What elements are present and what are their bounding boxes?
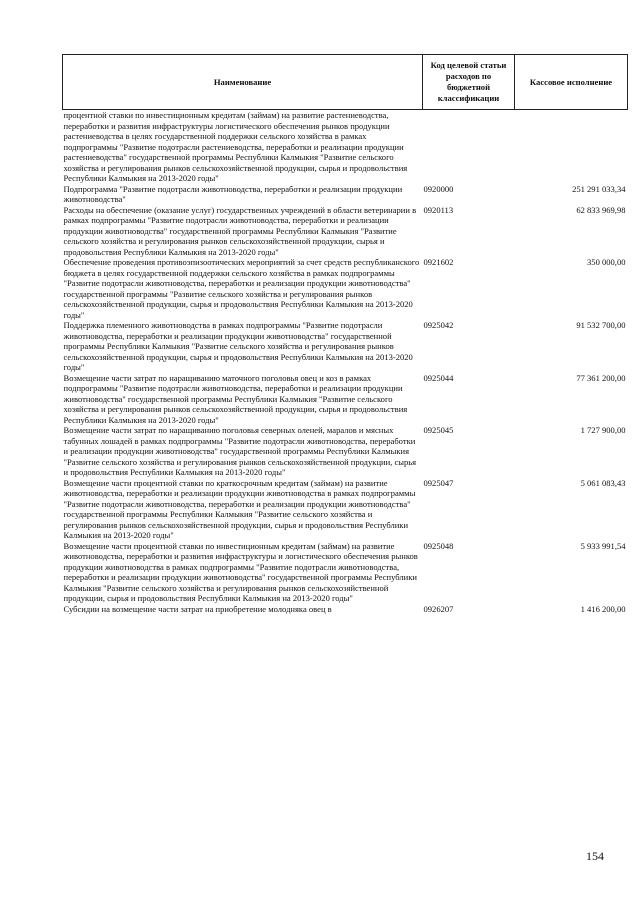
row-code (423, 110, 515, 184)
table-row (63, 604, 628, 615)
row-code: 0921602 (423, 257, 454, 267)
column-header-sum: Кассовое исполнение (515, 55, 628, 110)
row-sum: 91 532 700,00 (576, 320, 626, 330)
column-header-code: Код целевой статьи расходов по бюджетной классификации (423, 55, 515, 110)
row-name: Расходы на обеспечение (оказание услуг) государственных учреждений в области ветеринарии в рамках подпрограммы "Развитие подотрасли животноводства, переработки и реализации продукции животноводства" государственной программы Республики Калмыкия "Развитие сельского хозяйства и регулирования рынков сельскохозяйственной продукции, сырья и продовольствия Республики Калмыкия на 2013-2020 годы" (63, 204, 417, 257)
row-code: 0925044 (423, 372, 454, 383)
row-code: 0925042 (423, 320, 454, 330)
row-name: Субсидии на возмещение части затрат на приобретение молодняка овец в (63, 603, 332, 614)
row-name: Поддержка племенного животноводства в рамках подпрограммы "Развитие подотрасли животноводства, переработки и реализации продукции животноводства" государственной программы Республики Калмыкия "Развитие сельского хозяйства и регулирования рынков сельскохозяйственной продукции, сырья и продовольствия Республики Калмыкия на 2013-2020 годы" (63, 320, 413, 372)
row-sum: 5 061 083,43 (580, 477, 626, 488)
row-sum: 5 933 991,54 (580, 540, 626, 551)
table-row (63, 425, 628, 478)
table-row (63, 257, 628, 320)
row-sum: 1 416 200,00 (580, 603, 626, 614)
table-row (63, 320, 628, 373)
row-sum: 77 361 200,00 (576, 372, 626, 383)
budget-execution-table (62, 54, 628, 614)
table-row (63, 373, 628, 426)
row-code: 0920113 (423, 204, 454, 215)
row-name: Возмещение части процентной ставки по краткосрочным кредитам (займам) на развитие животноводства, переработки и реализации продукции животноводства в рамках подпрограммы "Развитие подотрасли животноводства, переработки и реализации продукции животноводства" государственной программы Республики Калмыкия "Развитие сельского хозяйства и регулирования рынков сельскохозяйственной продукции, сырья и продовольствия Республики Калмыкия на 2013-2020 годы" (63, 477, 416, 540)
row-sum: 62 833 969,98 (576, 204, 626, 215)
row-name: процентной ставки по инвестиционным кредитам (займам) на развитие растениеводства, переработки и развития инфраструктуры логистического обеспечения рынков продукции растениеводства в целях государственной поддержки сельского хозяйства в рамках подпрограммы "Развитие подотрасли растениеводства, переработки и реализации продукции растениеводства" государственной программы Республики Калмыкия "Развитие сельского хозяйства и регулирования рынков сельскохозяйственной продукции, сырья и продовольствия Республики Калмыкия на 2013-2020 годы" (63, 110, 408, 183)
row-name: Подпрограмма "Развитие подотрасли животноводства, переработки и реализации продукции животноводства" (63, 183, 403, 204)
row-sum: 251 291 033,34 (572, 183, 626, 194)
table-row (63, 541, 628, 604)
row-code: 0925047 (423, 477, 454, 488)
row-sum: 350 000,00 (587, 257, 626, 267)
table-row (63, 184, 628, 205)
column-header-name: Наименование (63, 55, 423, 110)
row-code: 0925045 (423, 425, 454, 435)
row-name: Возмещение части затрат по наращиванию маточного поголовья овец и коз в рамках подпрограммы "Развитие подотрасли животноводства, переработки и реализации продукции животноводства" государственной программы Республики Калмыкия "Развитие сельского хозяйства и регулирования рынков сельскохозяйственной продукции, сырья и продовольствия Республики Калмыкия на 2013-2020 годы" (63, 372, 408, 425)
row-code: 0926207 (423, 603, 454, 614)
table-header-row (63, 55, 628, 110)
table-row (63, 110, 628, 184)
row-sum (515, 110, 628, 184)
row-name: Возмещение части затрат по наращиванию поголовья северных оленей, маралов и мясных табунных лошадей в рамках подпрограммы "Развитие подотрасли животноводства, переработки и реализации продукции животноводства" государственной программы Республики Калмыкия "Развитие сельского хозяйства и регулирования рынков сельскохозяйственной продукции, сырья и продовольствия Республики Калмыкия на 2013-2020 годы" (63, 425, 417, 477)
row-code: 0920000 (423, 183, 454, 194)
row-name: Возмещение части процентной ставки по инвестиционным кредитам (займам) на развитие животноводства, переработки и развития инфраструктуры и логистического обеспечения рынков продукции животноводства в рамках подпрограммы "Развитие подотрасли животноводства, переработки и реализации продукции животноводства" государственной программы Республики Калмыкия "Развитие сельского хозяйства и регулирования рынков сельскохозяйственной продукции, сырья и продовольствия Республики Калмыкия на 2013-2020 годы" (63, 540, 418, 603)
row-sum: 1 727 900,00 (580, 425, 626, 435)
row-name: Обеспечение проведения противоэпизоотических мероприятий за счет средств республиканского бюджета в целях государственной поддержки сельского хозяйства в рамках подпрограммы "Развитие подотрасли животноводства, переработки и реализации продукции животноводства" государственной программы "Развитие сельского хозяйства и регулирования рынков сельскохозяйственной продукции, сырья и продовольствия Республики Калмыкия на 2013-2020 годы" (63, 257, 420, 320)
table-row (63, 205, 628, 258)
row-code: 0925048 (423, 540, 454, 551)
table-row (63, 478, 628, 541)
page-number: 154 (586, 849, 604, 863)
